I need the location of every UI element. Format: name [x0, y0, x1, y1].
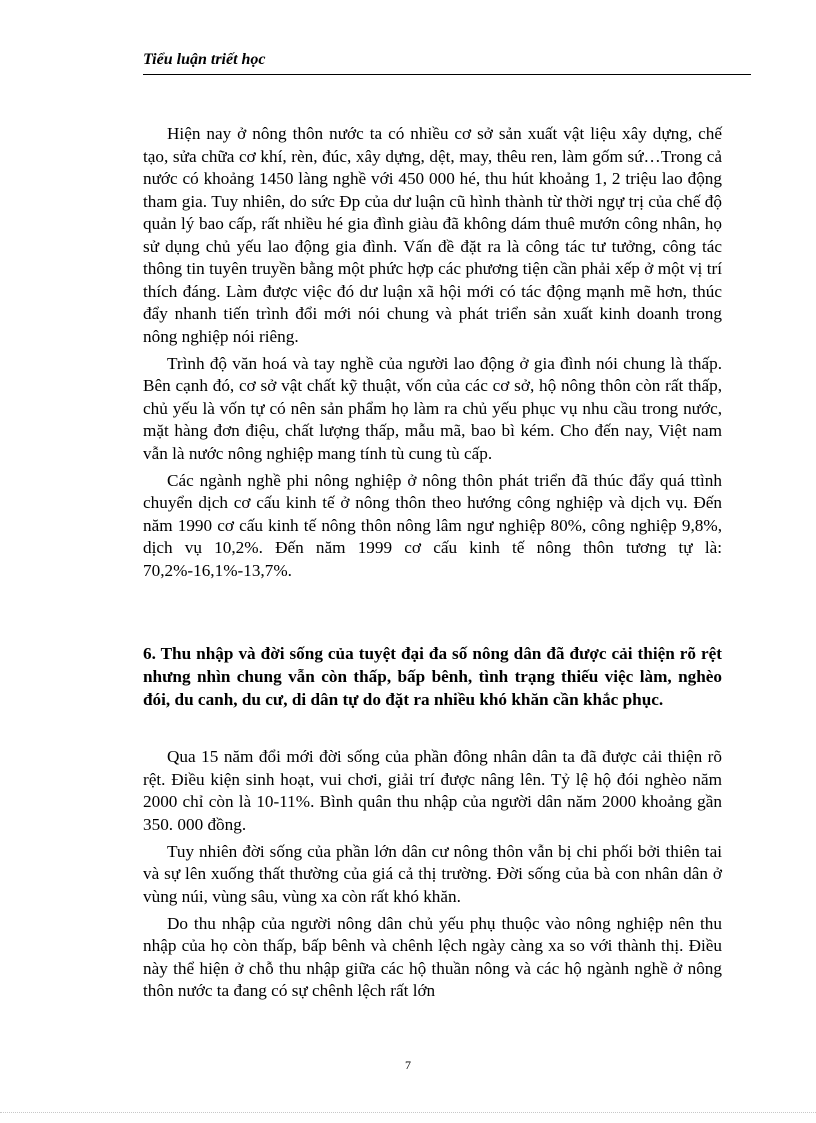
paragraph: Do thu nhập của người nông dân chủ yếu phụ thuộc vào nông nghiệp nên thu nhập của họ còn thấp, bấp bênh và chênh lệch ngày càng xa so với thành thị. Điều này thể hiện ở chỗ thu nhập giữa các hộ thuần nông và các hộ ngành nghề ở nông thôn nước ta đang có sự chênh lệch rất lớn: [143, 913, 722, 1000]
body-text-after-heading: [143, 746, 722, 1007]
page-bottom-divider: [0, 1112, 816, 1113]
paragraph: Qua 15 năm đổi mới đời sống của phần đông nhân dân ta đã được cải thiện rõ rệt. Điều kiện sinh hoạt, vui chơi, giải trí được nâng lên. Tỷ lệ hộ đói nghèo năm 2000 chỉ còn là 10-11%. Bình quân thu nhập của người dân năm 2000 khoảng gần 350. 000 đồng.: [143, 747, 722, 834]
body-text-before-heading: [143, 123, 722, 587]
section-heading: 6. Thu nhập và đời sống của tuyệt đại đa số nông dân đã được cải thiện rõ rệt nhưng nhìn chung vẫn còn thấp, bấp bênh, tình trạng thiếu việc làm, nghèo đói, du canh, du cư, di dân tự do đặt ra nhiều khó khăn cần khắc phục.: [143, 644, 722, 709]
header-title: Tiểu luận triết học: [143, 51, 266, 68]
paragraph: Tuy nhiên đời sống của phần lớn dân cư nông thôn vẫn bị chi phối bởi thiên tai và sự lên xuống thất thường của giá cả thị trường. Đời sống của bà con nhân dân ở vùng núi, vùng sâu, vùng xa còn rất khó khăn.: [143, 841, 722, 906]
paragraph: Trình độ văn hoá và tay nghề của người lao động ở gia đình nói chung là thấp. Bên cạnh đó, cơ sở vật chất kỹ thuật, vốn của các cơ sở, hộ nông thôn còn rất thấp, chủ yếu là vốn tự có nên sản phẩm họ làm ra chủ yếu phục vụ nhu cầu trong nước, mặt hàng đơn điệu, chất lượng thấp, mẫu mã, bao bì kém. Cho đến nay, Việt nam vẫn là nước nông nghiệp mang tính tù cung tù cấp.: [143, 353, 722, 463]
paragraph: Các ngành nghề phi nông nghiệp ở nông thôn phát triển đã thúc đẩy quá ttình chuyển dịch cơ cấu kinh tế ở nông thôn theo hướng công nghiệp và dịch vụ. Đến năm 1990 cơ cấu kinh tế nông thôn nông lâm ngư nghiệp 80%, công nghiệp 9,8%, dịch vụ 10,2%. Đến năm 1999 cơ cấu kinh tế nông thôn tương tự là: 70,2%-16,1%-13,7%.: [143, 470, 722, 580]
paragraph: Hiện nay ở nông thôn nước ta có nhiều cơ sở sản xuất vật liệu xây dựng, chế tạo, sửa chữa cơ khí, rèn, đúc, xây dựng, dệt, may, thêu ren, làm gốm sứ…Trong cả nước có khoảng 1450 làng nghề với 450 000 hé, thu hút khoảng 1, 2 triệu lao động tham gia. Tuy nhiên, do sức Đp của dư luận cũ hình thành từ thời ngự trị của chế độ quản lý bao cấp, rất nhiều hé gia đình giàu đã không dám thuê mướn công nhân, họ sử dụng chủ yếu lao động gia đình. Vấn đề đặt ra là công tác tư tưởng, công tác thông tin tuyên truyền bằng một phức hợp các phương tiện cần phải xếp ở một vị trí thích đáng. Làm được việc đó dư luận xã hội mới có tác động mạnh mẽ hơn, thúc đẩy nhanh tiến trình đổi mới nói chung và phát triển sản xuất kinh doanh trong nông nghiệp nói riêng.: [143, 124, 722, 346]
page-number: 7: [405, 1058, 411, 1072]
running-header: [143, 46, 751, 75]
